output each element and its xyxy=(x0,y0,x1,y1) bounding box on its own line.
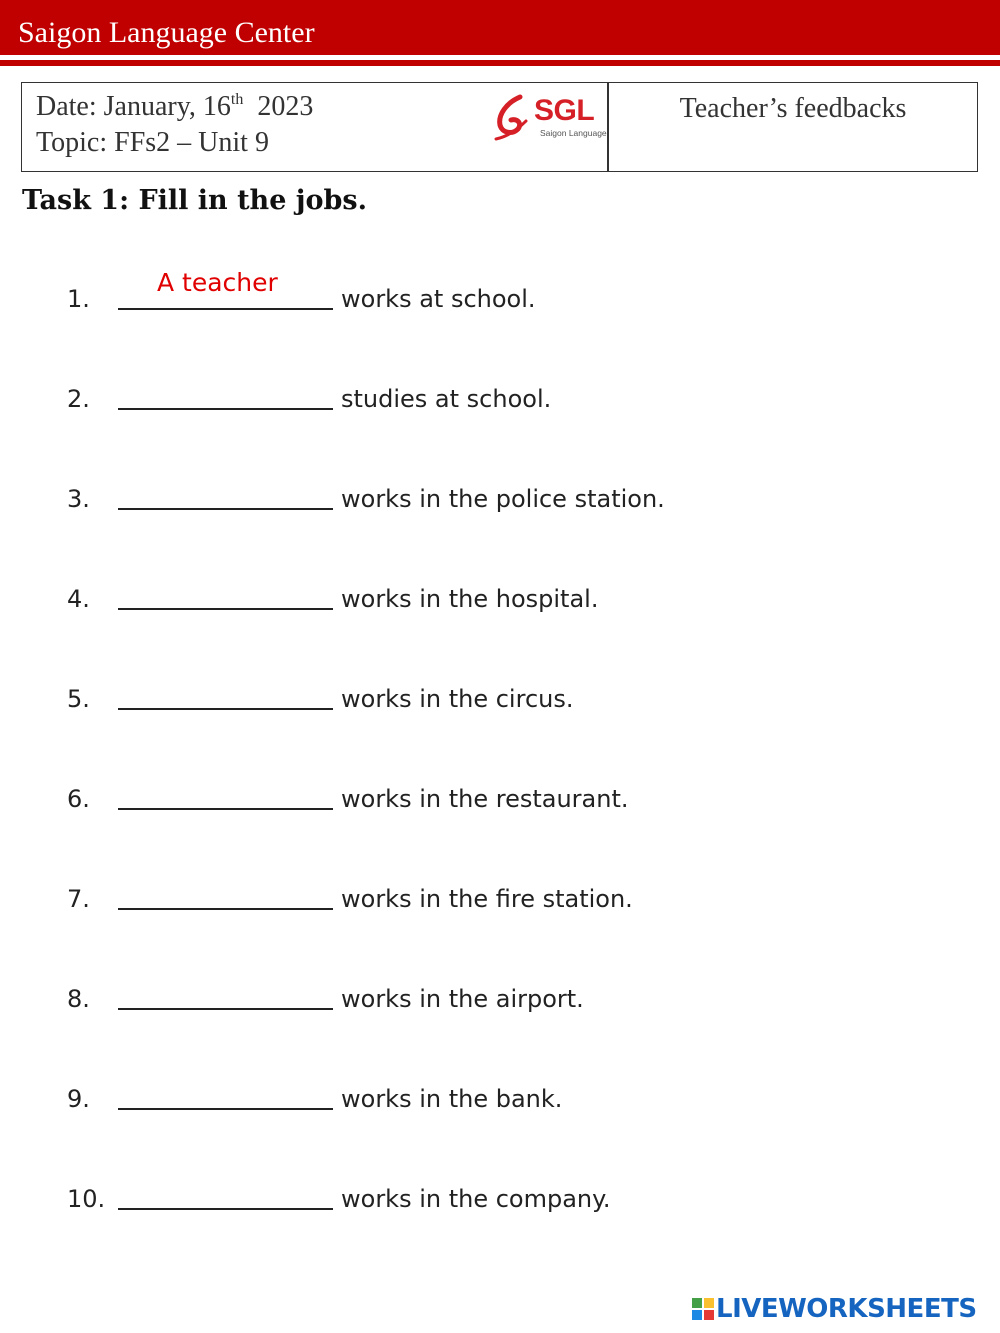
teacher-feedback-label: Teacher’s feedbacks xyxy=(679,93,907,124)
answer-blank[interactable] xyxy=(118,708,333,710)
item-text: works in the circus. xyxy=(341,685,574,713)
liveworksheets-squares-icon xyxy=(692,1298,714,1320)
item-number: 10. xyxy=(67,1185,106,1213)
topic-line: Topic: FFs2 – Unit 9 xyxy=(36,127,269,158)
task-title: Task 1: Fill in the jobs. xyxy=(22,185,368,216)
item-number: 2. xyxy=(67,385,90,413)
answer-blank[interactable] xyxy=(118,1208,333,1210)
header-title: Saigon Language Center xyxy=(18,16,315,49)
item-number: 8. xyxy=(67,985,90,1013)
answer-blank[interactable] xyxy=(118,408,333,410)
item-text: works in the company. xyxy=(341,1185,611,1213)
item-number: 7. xyxy=(67,885,90,913)
answer-blank[interactable] xyxy=(118,1008,333,1010)
item-text: works in the fire station. xyxy=(341,885,633,913)
info-box xyxy=(21,82,978,172)
item-text: studies at school. xyxy=(341,385,552,413)
liveworksheets-logo xyxy=(692,1292,992,1328)
item-number: 6. xyxy=(67,785,90,813)
sgl-logo xyxy=(492,93,607,143)
item-number: 4. xyxy=(67,585,90,613)
item-text: works in the bank. xyxy=(341,1085,563,1113)
answer-blank[interactable] xyxy=(118,608,333,610)
item-number: 1. xyxy=(67,285,90,313)
item-text: works at school. xyxy=(341,285,536,313)
header-rule xyxy=(0,60,1000,66)
answer-blank[interactable] xyxy=(118,508,333,510)
answer-blank[interactable] xyxy=(118,1108,333,1110)
item-number: 9. xyxy=(67,1085,90,1113)
header-band xyxy=(0,0,1000,55)
date-suffix: th xyxy=(230,91,244,108)
date-year: 2023 xyxy=(257,91,314,122)
item-text: works in the airport. xyxy=(341,985,584,1013)
answer-blank[interactable] xyxy=(118,908,333,910)
answer-blank[interactable] xyxy=(118,808,333,810)
item-number: 3. xyxy=(67,485,90,513)
liveworksheets-brand: LIVEWORKSHEETS xyxy=(716,1294,977,1324)
item-text: works in the restaurant. xyxy=(341,785,629,813)
logo-subtext: Saigon Language xyxy=(540,128,607,138)
sgl-swirl-icon xyxy=(492,93,536,143)
item-text: works in the police station. xyxy=(341,485,665,513)
answer-1-text[interactable]: A teacher xyxy=(157,268,278,297)
item-text: works in the hospital. xyxy=(341,585,599,613)
item-number: 5. xyxy=(67,685,90,713)
logo-text: SGL xyxy=(534,94,595,127)
date-prefix: Date: January, 16 xyxy=(36,91,231,122)
date-line xyxy=(36,91,313,123)
answer-blank[interactable] xyxy=(118,308,333,310)
